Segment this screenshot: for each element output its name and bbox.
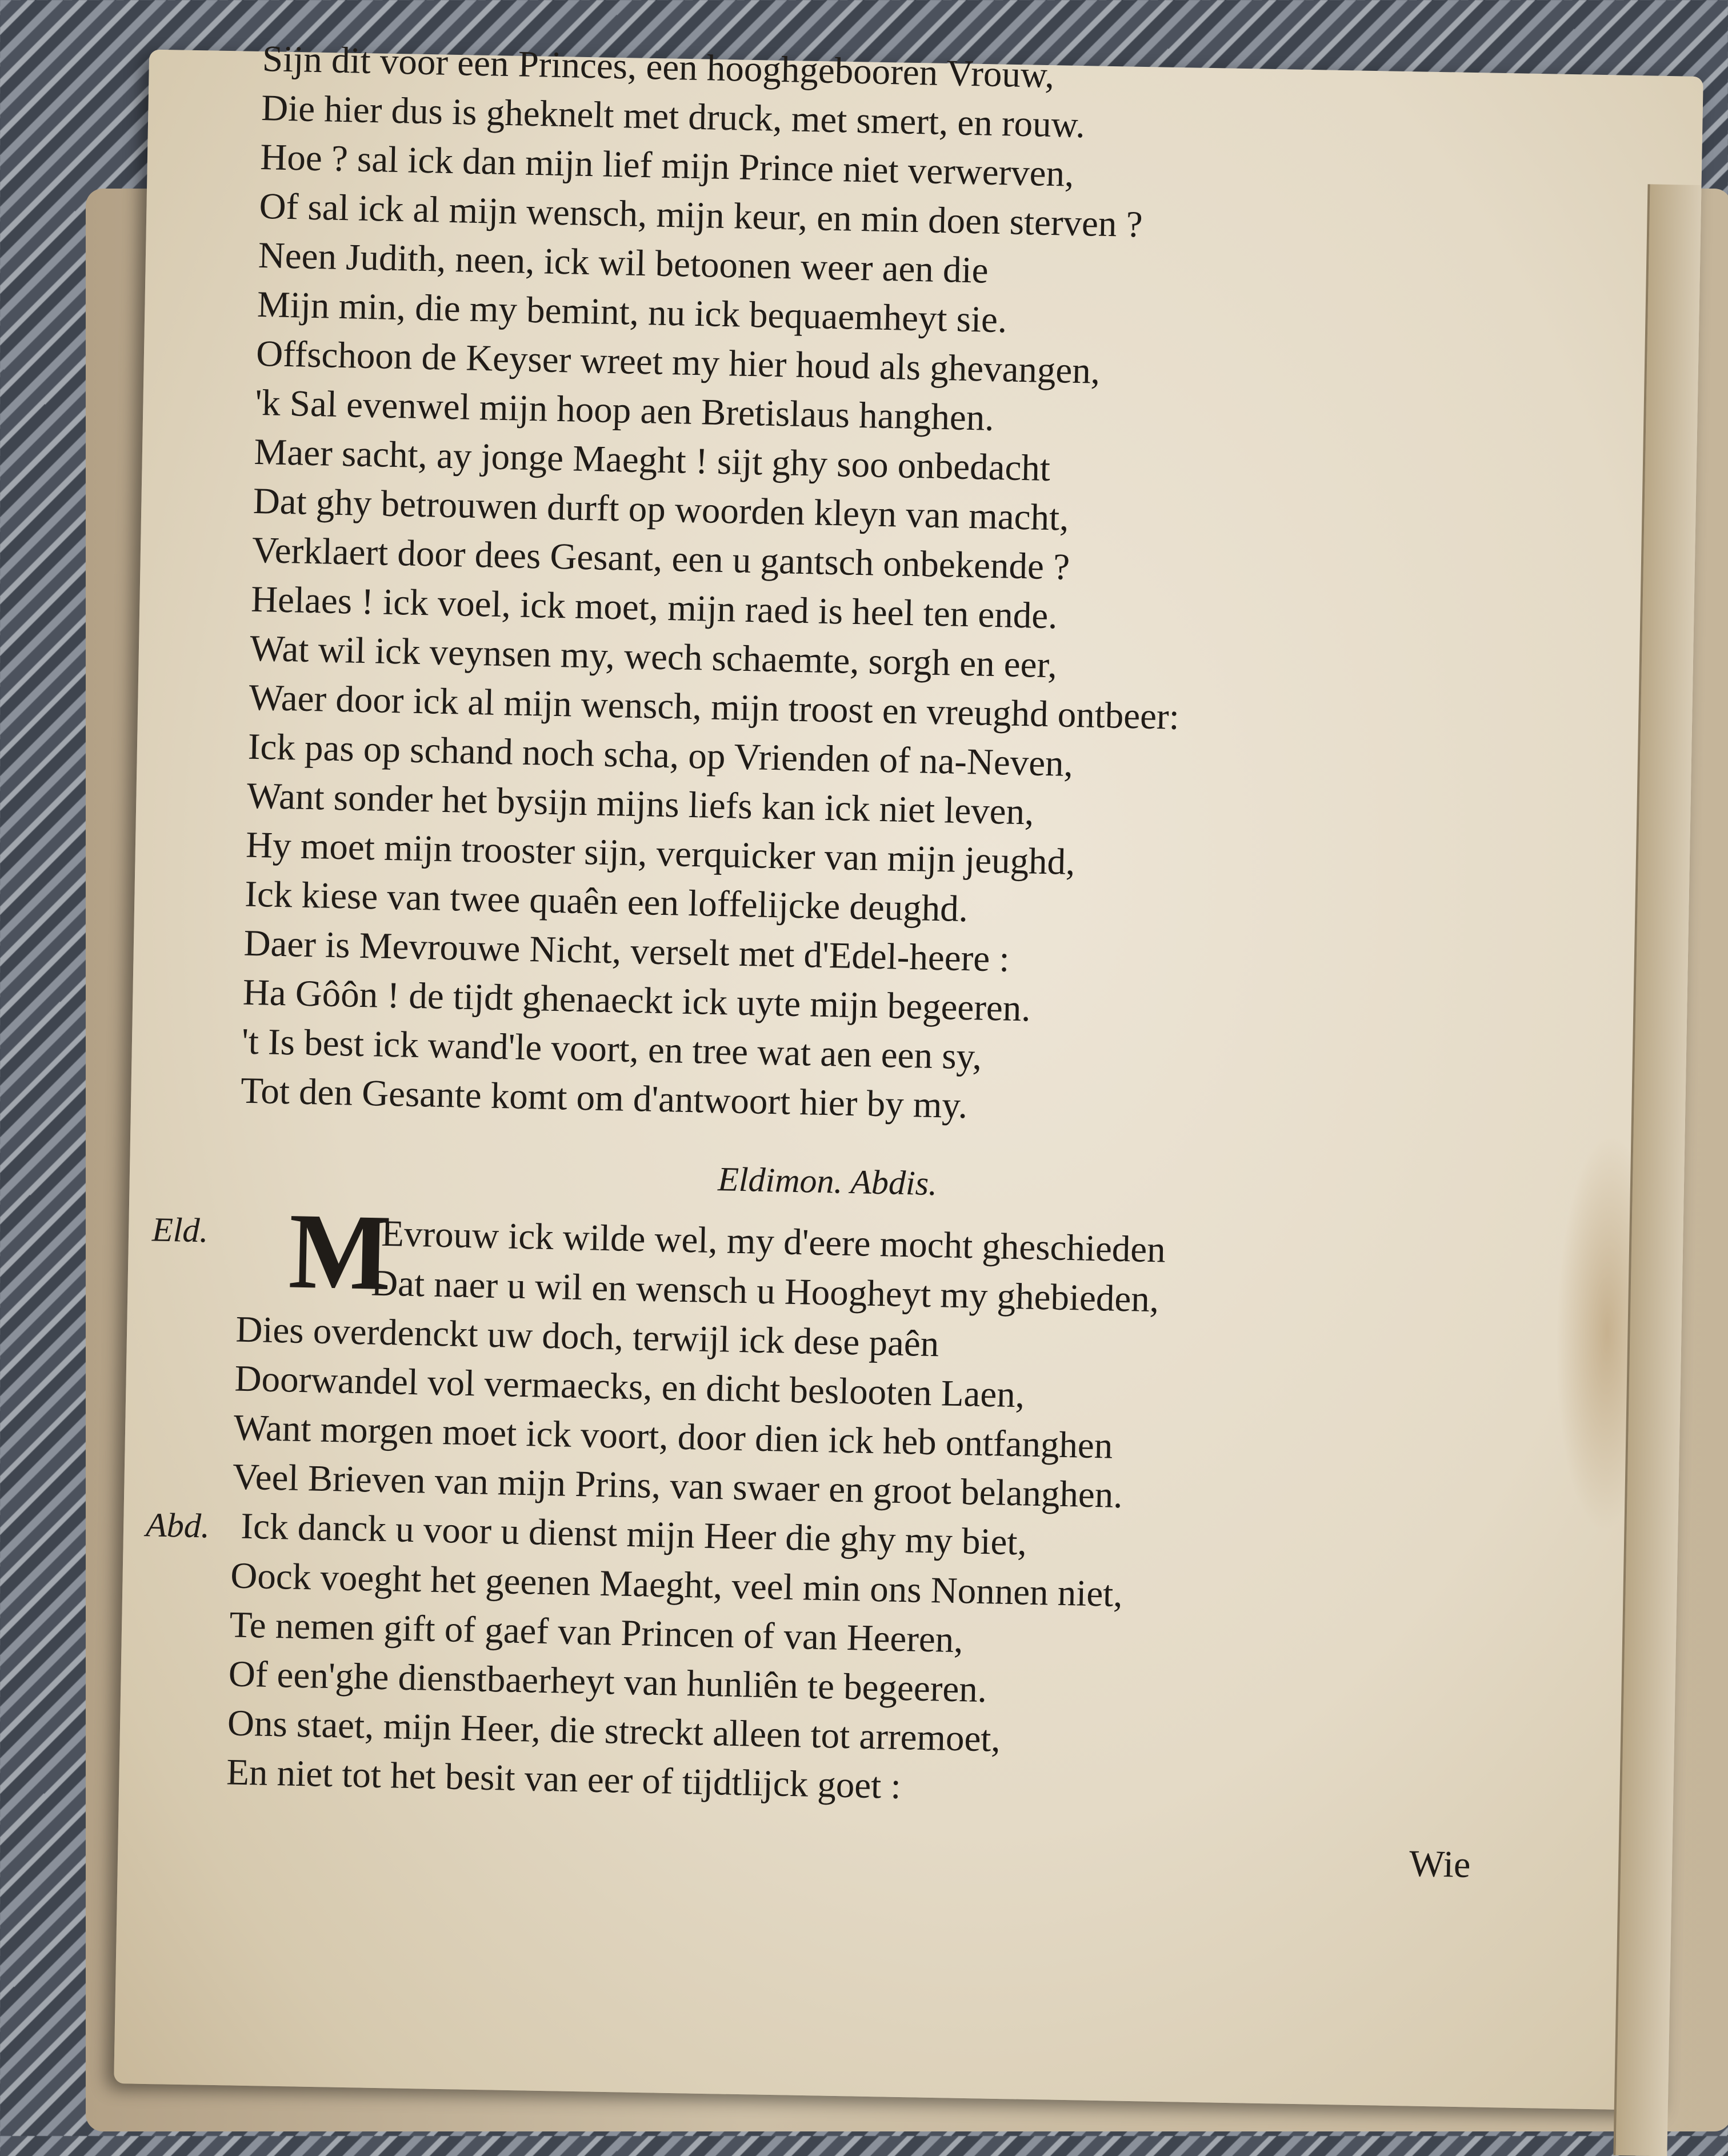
verse-line: Te nemen gift of gaef van Princen of van Heeren, [229, 1604, 964, 1661]
catchword: Wie [1409, 1842, 1471, 1886]
verse-line: Veel Brieven van mijn Prins, van swaer en groot belanghen. [232, 1456, 1123, 1517]
verse-line: Want morgen moet ick voort, door dien ick heb ontfanghen [233, 1407, 1114, 1467]
verse-block-1 [240, 34, 1702, 1145]
verse-line: Ick pas op schand noch scha, op Vrienden of na-Neven, [247, 726, 1074, 785]
verse-line: Hoe ? sal ick dan mijn lief mijn Prince niet verwerven, [259, 136, 1075, 195]
verse-line: Neen Judith, neen, ick wil betoonen weer aen die [258, 234, 989, 291]
verse-line: Ha Gôôn ! de tijdt ghenaeckt ick uyte mijn begeeren. [242, 971, 1031, 1030]
verse-line: Die hier dus is gheknelt met druck, met smert, en rouw. [261, 87, 1086, 146]
speaker-tag-eld: Eld. [151, 1210, 209, 1250]
verse-line: Helaes ! ick voel, ick moet, mijn raed is heel ten ende. [250, 578, 1058, 637]
scene-heading: Eldimon. Abdis. [717, 1160, 938, 1203]
printed-text-block [145, 34, 1702, 1891]
speaker-tag-abd: Abd. [145, 1506, 210, 1545]
verse-line: 't Is best ick wand'le voort, en tree wat aen een sy, [241, 1021, 982, 1078]
verse-line: Sijn dit voor een Princes, een hooghgebooren Vrouw, [262, 38, 1055, 97]
verse-line: Wat wil ick veynsen my, wech schaemte, sorgh en eer, [249, 627, 1058, 686]
drop-capital: M [287, 1191, 393, 1314]
verse-line: 'k Sal evenwel mijn hoop aen Bretislaus hanghen. [254, 382, 995, 439]
verse-line: Doorwandel vol vermaecks, en dicht beslooten Laen, [234, 1358, 1025, 1416]
verse-block-abd [226, 1551, 1670, 1827]
verse-line: Oock voeght het geenen Maeght, veel min ons Nonnen niet, [230, 1555, 1123, 1615]
verse-line: Of sal ick al mijn wensch, mijn keur, en min doen sterven ? [258, 185, 1143, 246]
verse-line: Of een'ghe dienstbaerheyt van hunliên te begeeren. [228, 1653, 987, 1711]
verse-line: Maer sacht, ay jonge Maeght ! sijt ghy soo onbedacht [253, 431, 1051, 490]
verse-line: Dies overdenckt uw doch, terwijl ick dese paên [235, 1309, 939, 1365]
verse-line: En niet tot het besit van eer of tijdtlijck goet : [226, 1751, 902, 1807]
verse-line: Want sonder het bysijn mijns liefs kan ick niet leven, [246, 775, 1035, 833]
verse-line: Tot den Gesante komt om d'antwoort hier by my. [240, 1070, 968, 1127]
verse-line-text: Ick danck u voor u dienst mijn Heer die ghy my biet, [240, 1505, 1027, 1563]
verse-line: Daer is Mevrouwe Nicht, verselt met d'Edel-heere : [243, 922, 1010, 980]
verse-line-text: Dat naer u wil en wensch u Hoogheyt my ghebieden, [370, 1262, 1159, 1321]
verse-line: Offschoon de Keyser wreet my hier houd als ghevangen, [255, 333, 1101, 392]
verse-line: Hy moet mijn trooster sijn, verquicker van mijn jeughd, [245, 824, 1076, 883]
verse-line: Dat ghy betrouwen durft op woorden kleyn van macht, [253, 480, 1070, 539]
verse-line: Mijn min, die my bemint, nu ick bequaemheyt sie. [257, 283, 1007, 341]
verse-line: Verklaert door dees Gesant, een u gantsch onbekende ? [251, 529, 1070, 588]
verse-line-text: Evrouw ick wilde wel, my d'eere mocht gheschieden [381, 1213, 1166, 1271]
verse-line: Ons staet, mijn Heer, die streckt alleen tot arremoet, [227, 1702, 1001, 1760]
verse-block-eld [232, 1305, 1676, 1532]
verse-line: Waer door ick al mijn wensch, mijn troost en vreughd ontbeer: [248, 677, 1180, 738]
verse-line: Ick kiese van twee quaên een loffelijcke deughd. [244, 873, 969, 930]
